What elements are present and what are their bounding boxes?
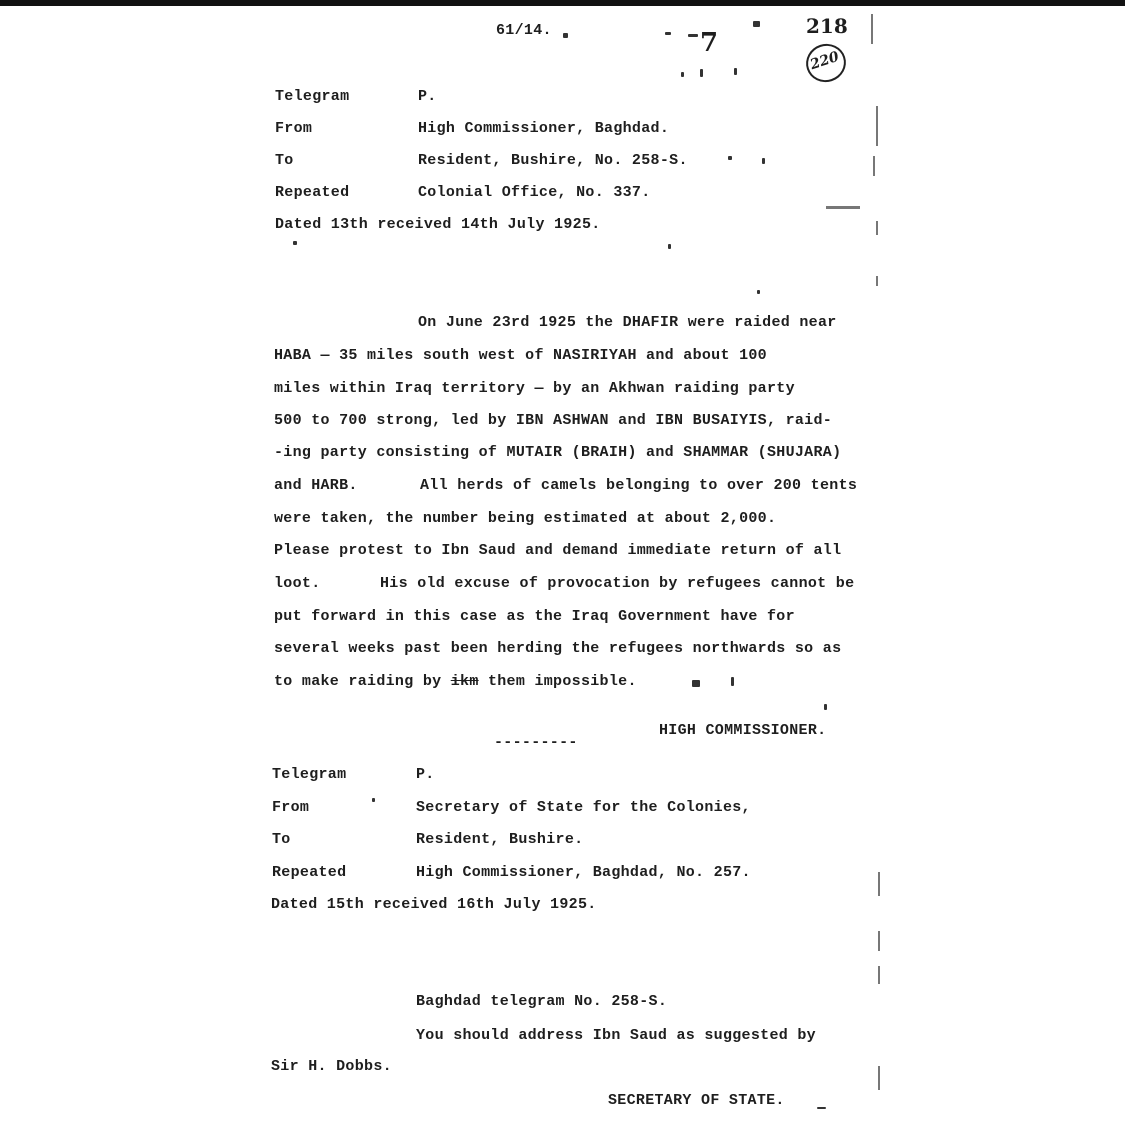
t1-body-line-12-start: to make raiding by [274, 673, 451, 690]
struck-typo: ikm [450, 673, 479, 690]
scan-speck [824, 704, 827, 710]
t1-body-line-7: were taken, the number being estimated at about 2,000. [274, 510, 777, 527]
t2-label-to: To [272, 831, 291, 848]
t1-label-repeated: Repeated [275, 184, 350, 201]
t1-body-line-8: Please protest to Ibn Saud and demand immediate return of all [274, 542, 842, 559]
t1-body-line-12-end: them impossible. [478, 673, 637, 690]
t1-label-telegram: Telegram [275, 88, 350, 105]
t1-body-line-11: several weeks past been herding the refugees northwards so as [274, 640, 842, 657]
pencil-folio-number: 7 [700, 28, 719, 58]
t1-value-telegram: P. [418, 88, 437, 105]
t2-value-to: Resident, Bushire. [416, 831, 584, 848]
t2-value-from: Secretary of State for the Colonies, [416, 799, 751, 816]
scan-speck [734, 68, 737, 75]
scan-edge-mark [871, 14, 873, 44]
scan-speck [372, 798, 375, 802]
scan-speck [728, 156, 732, 160]
scan-speck [293, 241, 297, 245]
scan-speck [665, 32, 671, 35]
t1-body-line-5: -ing party consisting of MUTAIR (BRAIH) and SHAMMAR (SHUJARA) [274, 444, 842, 461]
t1-value-to: Resident, Bushire, No. 258-S. [418, 152, 688, 169]
t1-body-line-1: On June 23rd 1925 the DHAFIR were raided near [418, 314, 837, 331]
t1-value-repeated: Colonial Office, No. 337. [418, 184, 651, 201]
scan-speck [762, 158, 765, 164]
t1-body-line-9b: His old excuse of provocation by refugees cannot be [380, 575, 855, 592]
scan-edge-mark [878, 931, 880, 951]
t2-body-line-3: Sir H. Dobbs. [271, 1058, 392, 1075]
t2-value-telegram: P. [416, 766, 435, 783]
t1-body-line-10: put forward in this case as the Iraq Government have for [274, 608, 795, 625]
t2-label-repeated: Repeated [272, 864, 347, 881]
t1-value-from: High Commissioner, Baghdad. [418, 120, 670, 137]
scan-speck [753, 21, 760, 27]
scan-edge-mark [878, 1066, 880, 1090]
t2-body-line-1: Baghdad telegram No. 258-S. [416, 993, 668, 1010]
scan-speck [681, 72, 684, 77]
t1-body-line-3: miles within Iraq territory — by an Akhwan raiding party [274, 380, 795, 397]
scan-speck [668, 244, 671, 249]
t1-label-from: From [275, 120, 313, 137]
scan-speck [817, 1107, 826, 1109]
scan-speck [700, 69, 703, 77]
t1-body-line-9a: loot. [274, 575, 321, 592]
t1-body-line-6b: All herds of camels belonging to over 200 tents [420, 477, 858, 494]
page-reference: 61/14. [496, 22, 552, 39]
t2-dated-line: Dated 15th received 16th July 1925. [271, 896, 597, 913]
scan-edge-mark [876, 276, 878, 286]
folio-number: 218 [806, 14, 848, 38]
scan-edge-mark [878, 872, 880, 896]
t1-signature: HIGH COMMISSIONER. [659, 722, 827, 739]
scan-speck [563, 33, 568, 38]
t1-label-to: To [275, 152, 294, 169]
scan-speck [692, 680, 700, 687]
scan-edge-mark [878, 966, 880, 984]
t1-body-line-6a: and HARB. [274, 477, 358, 494]
t1-dated-line: Dated 13th received 14th July 1925. [275, 216, 601, 233]
t2-value-repeated: High Commissioner, Baghdad, No. 257. [416, 864, 751, 881]
scan-edge-mark [873, 156, 875, 176]
scan-edge-mark [826, 206, 860, 209]
t1-body-line-12 [274, 673, 637, 691]
scan-speck [731, 677, 734, 686]
telegram-separator: --------- [494, 734, 578, 751]
t1-body-line-4: 500 to 700 strong, led by IBN ASHWAN and IBN BUSAIYIS, raid- [274, 412, 833, 429]
circled-folio-number: 220 [808, 48, 841, 74]
scan-edge-mark [876, 221, 878, 235]
t2-label-from: From [272, 799, 310, 816]
t2-body-line-2: You should address Ibn Saud as suggested by [416, 1027, 816, 1044]
t2-signature: SECRETARY OF STATE. [608, 1092, 785, 1109]
scan-speck [688, 34, 698, 37]
scan-edge-mark [876, 106, 878, 146]
t1-body-line-2: HABA — 35 miles south west of NASIRIYAH and about 100 [274, 347, 767, 364]
telegram-document-page [0, 6, 1125, 1125]
t2-label-telegram: Telegram [272, 766, 347, 783]
scan-speck [757, 290, 760, 294]
